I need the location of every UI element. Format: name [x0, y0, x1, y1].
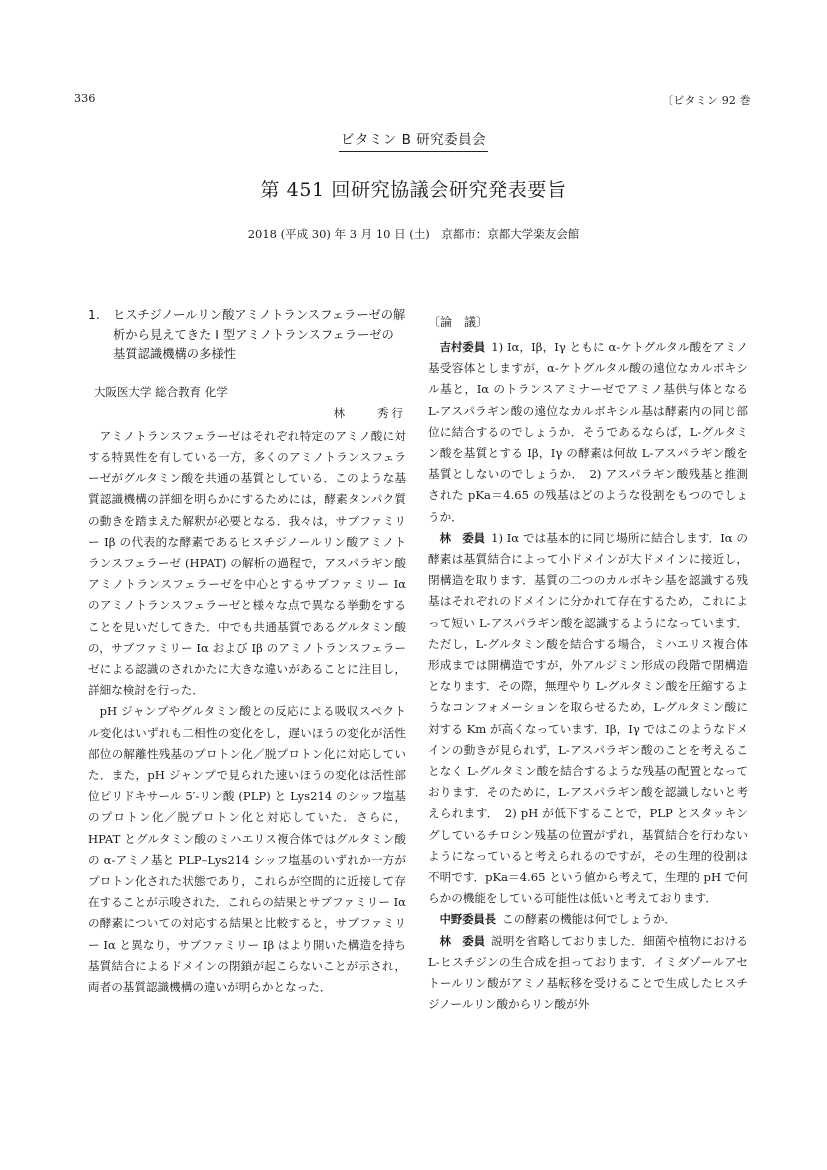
abstract-title-text: ヒスチジノールリン酸アミノトランスフェラーゼの解析から見えてきた I 型アミノトランスフェラーゼの基質認識機構の多様性: [113, 308, 406, 362]
speaker-name: 林 委員: [439, 934, 486, 948]
author-affiliation: 大阪医大学 総合教育 化学: [94, 384, 228, 399]
turn-text: 1) Iα では基本的に同じ場所に結合します．Iα の酵素は基質結合によって小ドメインが大ドメインに接近し，閉構造を取ります．基質の二つのカルボキシ基を認識する残基はそれぞれのドメインに分かれて存在するため，これによって短い L-アスパラギン酸を認識するようになっています．ただし，L-グルタミン酸を結合する場合，ミハエリス複合体形成までは開構造ですが，外アルジミン形成の段階で閉構造となります．その際，無理やり L-グルタミン酸を圧縮するようなコンフォメーションを取らせるため，L-グルタミン酸に対する Km が高くなっています．Iβ，Iγ ではこのようなドメインの動きが見られず，L-アスパラギン酸のことを考えることなく L-グルタミン酸を結合するような残基の配置となっております．そのために，L-アスパラギン酸を認識しないと考えられます． 2) pH が低下することで，PLP とスタッキングしているチロシン残基の位置がずれ，基質結合を行わないようになっていると考えられるのですが，その生理的役割は不明です．pKa＝4.65 という値から考えて，生理的 pH で何らかの機能をしている可能性は低いと考えております．: [428, 530, 748, 906]
meeting-date-venue: 2018 (平成 30) 年 3 月 10 日 (土) 京都市：京都大学楽友会館: [247, 227, 580, 241]
abstract-number: 1.: [88, 308, 100, 322]
page-title: 第 451 回研究協議会研究発表要旨: [260, 179, 567, 201]
abstract-paragraph: アミノトランスフェラーゼはそれぞれ特定のアミノ酸に対する特異性を有している一方，多くのアミノトランスフェラーゼがグルタミン酸を共通の基質としている．このような基質認識機構の詳細を明らかにするためには，酵素タンパク質の動きを踏まえた解釈が必要となる．我々は，サブファミリー Iβ の代表的な酵素であるヒスチジノールリン酸アミノトランスフェラーゼ (HPAT) の解析の過程で，アスパラギン酸アミノトランスフェラーゼを中心とするサブファミリー Iα のアミノトランスフェラーゼと様々な点で異なる挙動をすることを見いだしてきた．中でも共通基質であるグルタミン酸の，サブファミリー Iα および Iβ のアミノトランスフェラーゼによる認識のされかたに大きな違いがあることに注目し，詳細な検討を行った．: [88, 428, 406, 698]
journal-volume: 〔ビタミン 92 巻: [662, 94, 751, 107]
discussion-turn: [428, 931, 748, 1016]
discussion-turn: [428, 528, 748, 910]
page-number: 336: [74, 92, 96, 105]
abstract-title: [88, 306, 406, 365]
discussion-heading: 〔論 議〕: [428, 315, 489, 329]
turn-text: 説明を省略しておりました．細菌や植物における L-ヒスチジンの生合成を担っております．イミダゾールアセトールリン酸がアミノ基転移を受けることで生成したヒスチジノールリン酸からリン酸が外: [428, 933, 748, 1012]
committee-heading: [0, 128, 827, 152]
left-column: [88, 306, 406, 998]
speaker-name: 吉村委員: [439, 341, 486, 354]
right-column: [428, 313, 748, 1016]
speaker-name: 林 委員: [439, 531, 486, 545]
turn-text: この酵素の機能は何でしょうか．: [502, 912, 677, 927]
abstract-paragraph: pH ジャンプやグルタミン酸との反応による吸収スペクトル変化はいずれも二相性の変化をし，遅いほうの変化が活性部位の解離性残基のプロトン化／脱プロトン化に対応していた．また，pH ジャンプで見られた速いほうの変化は活性部位ピリドキサール 5′-リン酸 (PLP) と Lys214 のシッフ塩基のプロトン化／脱プロトン化と対応していた．さらに，HPAT とグルタミン酸のミハエリス複合体ではグルタミン酸の α-アミノ基と PLP–Lys214 シッフ塩基のいずれか一方がプロトン化された状態であり，これらが空間的に近接して存在することが示唆された．これらの結果とサブファミリー Iα の酵素についての対応する結果と比較すると，サブファミリー Iα と異なり，サブファミリー Iβ はより開いた構造を持ち基質結合によるドメインの閉鎖が起こらないことが示され，両者の基質認識機構の違いが明らかとなった．: [88, 704, 406, 995]
running-header: [74, 92, 751, 108]
turn-text: 1) Iα，Iβ，Iγ ともに α-ケトグルタル酸をアミノ基受容体としますが，α-ケトグルタル酸の遠位なカルボキシル基と，Iα のトランスアミナーゼでアミノ基供与体となる L-アスパラギン酸の遠位なカルボキシル基は酵素内の同じ部位に結合するのでしょうか．そうであるならば，L-グルタミン酸を基質とする Iβ，Iγ の酵素は何故 L-アスパラギン酸を基質としないのでしょうか． 2) アスパラギン酸残基と推測された pKa＝4.65 の残基はどのような役割をもつのでしょうか．: [428, 340, 748, 524]
author-name: 林 秀行: [333, 405, 406, 420]
discussion-turn: [428, 909, 748, 930]
committee-name: ビタミン B 研究委員会: [339, 128, 488, 152]
speaker-name: 中野委員長: [439, 913, 497, 927]
discussion-turn: [428, 337, 748, 528]
